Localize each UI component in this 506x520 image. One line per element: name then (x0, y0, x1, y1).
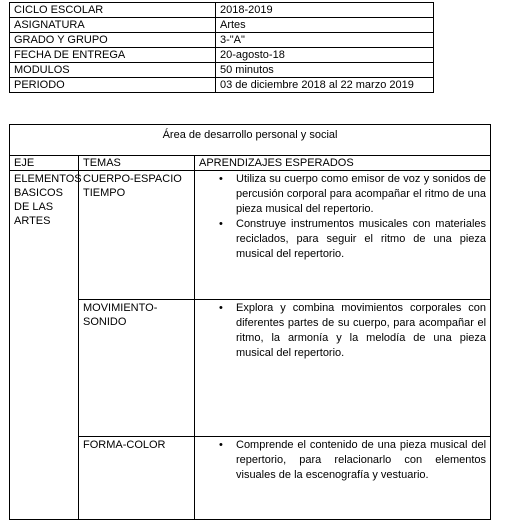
info-value: 3-"A" (216, 33, 434, 48)
aprendizajes-cell (195, 171, 491, 300)
info-value: Artes (216, 18, 434, 33)
info-label: ASIGNATURA (10, 18, 216, 33)
tema-cell: FORMA-COLOR (79, 437, 195, 520)
info-row (10, 48, 434, 63)
info-value: 50 minutos (216, 63, 434, 78)
eje-cell: ELEMENTOS BASICOS DE LAS ARTES (10, 171, 79, 520)
tema-cell: MOVIMIENTO-SONIDO (79, 300, 195, 437)
planning-table (9, 124, 491, 520)
bullet-icon: • (219, 173, 223, 185)
bullet-list (199, 438, 486, 483)
info-row (10, 33, 434, 48)
info-value: 2018-2019 (216, 3, 434, 18)
bullet-icon: • (219, 218, 223, 230)
bullet-list (199, 172, 486, 262)
table-row (10, 300, 491, 437)
info-label: PERIODO (10, 78, 216, 93)
aprendizajes-cell (195, 300, 491, 437)
info-row (10, 18, 434, 33)
info-label: FECHA DE ENTREGA (10, 48, 216, 63)
info-label: GRADO Y GRUPO (10, 33, 216, 48)
info-label: CICLO ESCOLAR (10, 3, 216, 18)
header-aprendizajes: APRENDIZAJES ESPERADOS (195, 156, 491, 171)
list-item-text: Construye instrumentos musicales con materiales reciclados, para seguir el ritmo de una pieza musical del repertorio. (236, 218, 487, 260)
header-row (10, 156, 491, 171)
bullet-icon: • (219, 302, 223, 314)
list-item-text: Utiliza su cuerpo como emisor de voz y sonidos de percusión corporal para acompañar el ritmo de una pieza musical del repertorio. (236, 173, 487, 215)
info-row (10, 78, 434, 93)
header-eje: EJE (10, 156, 79, 171)
list-item (219, 438, 487, 483)
info-row (10, 3, 434, 18)
table-row (10, 171, 491, 300)
list-item (219, 301, 487, 361)
info-value: 03 de diciembre 2018 al 22 marzo 2019 (216, 78, 434, 93)
info-table (9, 2, 434, 93)
aprendizajes-cell (195, 437, 491, 520)
info-row (10, 63, 434, 78)
table-title: Área de desarrollo personal y social (10, 125, 491, 156)
table-row (10, 437, 491, 520)
tema-cell: CUERPO-ESPACIO TIEMPO (79, 171, 195, 300)
list-item (219, 172, 487, 217)
header-temas: TEMAS (79, 156, 195, 171)
list-item-text: Explora y combina movimientos corporales con diferentes partes de su cuerpo, para acompañar el ritmo, la armonía y la melodía de una pieza musical del repertorio. (236, 302, 487, 359)
info-label: MODULOS (10, 63, 216, 78)
list-item (219, 217, 487, 262)
bullet-icon: • (219, 439, 223, 451)
info-value: 20-agosto-18 (216, 48, 434, 63)
list-item-text: Comprende el contenido de una pieza musical del repertorio, para relacionarlo con elementos visuales de la escenografía y vestuario. (236, 439, 487, 481)
bullet-list (199, 301, 486, 361)
